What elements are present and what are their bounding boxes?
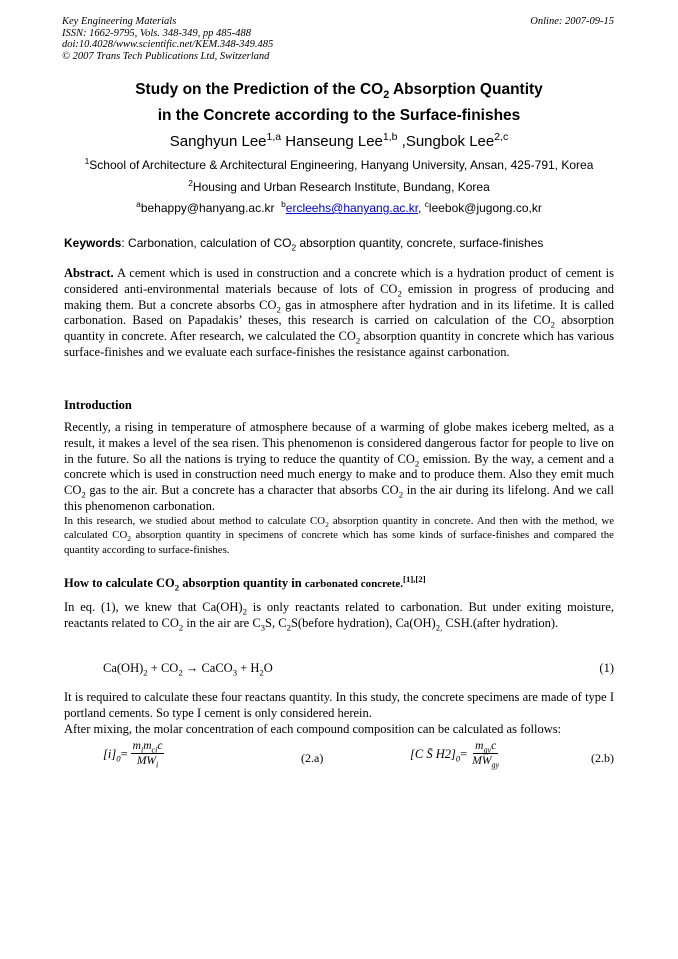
abstract-paragraph: Abstract. A cement which is used in construction and a concrete which is a hydration product of cement is considered anti-environmental materials because of lots of $CO_2$ emission in progress of producing and making them. But a concrete absorbs $CO_2$ gas in atmosphere after hydration and in its lifetime. It is called carbonation. Based on Papadakis’ theses, this research is carried on calculation of the $CO_2$ absorption quantity in concrete. After research, we calculated the $CO_2$ absorption quantity in concrete which has various surface-finishes and we evaluate each surface-finishes the resistance against carbonation. <box>64 266 614 359</box>
abstract-label: Abstract. <box>64 266 114 280</box>
keywords-label: Keywords <box>64 236 122 250</box>
journal-header <box>62 16 273 62</box>
issn-line: ISSN: 1662-9795, Vols. 348-349, pp 485-488 <box>62 27 251 39</box>
paper-title-line2: in the Concrete according to the Surface-finishes <box>157 107 521 124</box>
introduction-paragraph: Recently, a rising in temperature of atmosphere because of a warming of globe makes iceberg melted, as a result, it makes a level of the sea risen. This phenomenon is considered dangerous factor for people to live on in the future. So all the nations is trying to reduce the quantity of $CO_2$ emission. By the way, a cement and a concrete which is used in construction need much energy to make and to produce them. Also they emit much $CO_2$ gas to the air. But a concrete has a character that absorbs $CO_2$ in the air during its lifelong. And we call this phenomenon carbonation. <box>64 420 615 513</box>
fraction: $\frac{m_{gy}c}{MW_{gy}}$ <box>472 740 500 770</box>
equation-2b: [C S̄ $H2]_0$ = $\frac{m_{gy}c}{MW_{gy}}$ <box>410 740 500 770</box>
journal-name: Key Engineering Materials <box>62 16 177 27</box>
author-name: Hanseung Lee <box>281 133 383 150</box>
equation-2a-number: (2.a) <box>301 751 324 765</box>
copyright-line: © 2007 Trans Tech Publications Ltd, Switzerland <box>62 50 270 62</box>
equation-1: $Ca(OH)_2 + CO_2$ → CaCO$_3$ + $H_2O$ <box>103 661 273 678</box>
doi-line: doi:10.4028/www.scientific.net/KEM.348-349.485 <box>62 39 274 50</box>
calc-section-heading: How to calculate $CO_2$ absorption quantity in carbonated concrete.[1],[2] <box>64 573 426 593</box>
keywords: Keywords: Carbonation, calculation of $CO_2$ absorption quantity, concrete, surface-finishes <box>64 236 544 253</box>
online-date: Online: 2007-09-15 <box>530 16 614 27</box>
affiliation-1: $^1$School of Architecture & Architectural Engineering, Hanyang University, Ansan, 425-791, Korea <box>84 156 594 172</box>
author-name: Sanghyun Lee <box>169 133 267 150</box>
email-a: behappy@hanyang.ac.kr <box>140 201 275 215</box>
author-list: Sanghyun Lee$^{1,a}$ Hanseung Lee$^{1,b}$ ,Sungbok Lee$^{2,c}$ <box>169 131 509 150</box>
equation-1-number: (1) <box>599 661 614 675</box>
fraction: $\frac{m_im_{ci}c}{MW_i}$ <box>132 740 163 770</box>
paper-title-line1: Study on the Prediction of the $CO_2$ Absorption Quantity <box>135 81 543 102</box>
equation-2a: $[i]_0$ = $\frac{m_im_{ci}c}{MW_i}$ <box>103 740 163 770</box>
introduction-paragraph-2: In this research, we studied about method to calculate $CO_2$ absorption quantity in concrete. And then with the method, we calculated $CO_2$ absorption quantity in specimens of concrete which has some kinds of surface-finishes and compared the quantity according to surface-finishes. <box>64 515 615 556</box>
reactants-paragraph: It is required to calculate these four reactans quantity. In this study, the concrete specimens are made of type I portland cements. So type I cement is only considered herein. After mixing, the molar concentration of each compound composition can be calculated as follows: <box>64 690 614 736</box>
author-name: ,Sungbok Lee <box>397 133 495 150</box>
introduction-heading: Introduction <box>64 398 132 412</box>
calc-paragraph: In eq. (1), we knew that $Ca(OH)_2$ is only reactants related to carbonation. But under exiting moisture, reactants related to $CO_2$ in the air are $C_3S$, $C_2S(before$ hydration), $Ca(OH)_{2,}$ CSH.(after hydration). <box>64 600 615 633</box>
email-b-link[interactable]: ercleehs@hanyang.ac.kr <box>285 201 419 215</box>
email-c: leebok@jugong.co,kr <box>428 201 542 215</box>
equation-2b-number: (2.b) <box>591 751 614 765</box>
affiliation-2: $^2$Housing and Urban Research Institute, Bundang, Korea <box>188 178 490 194</box>
author-emails: $^a$behappy@hanyang.ac.kr $^b$ercleehs@hanyang.ac.kr, $^c$leebok@jugong.co,kr <box>136 199 542 215</box>
